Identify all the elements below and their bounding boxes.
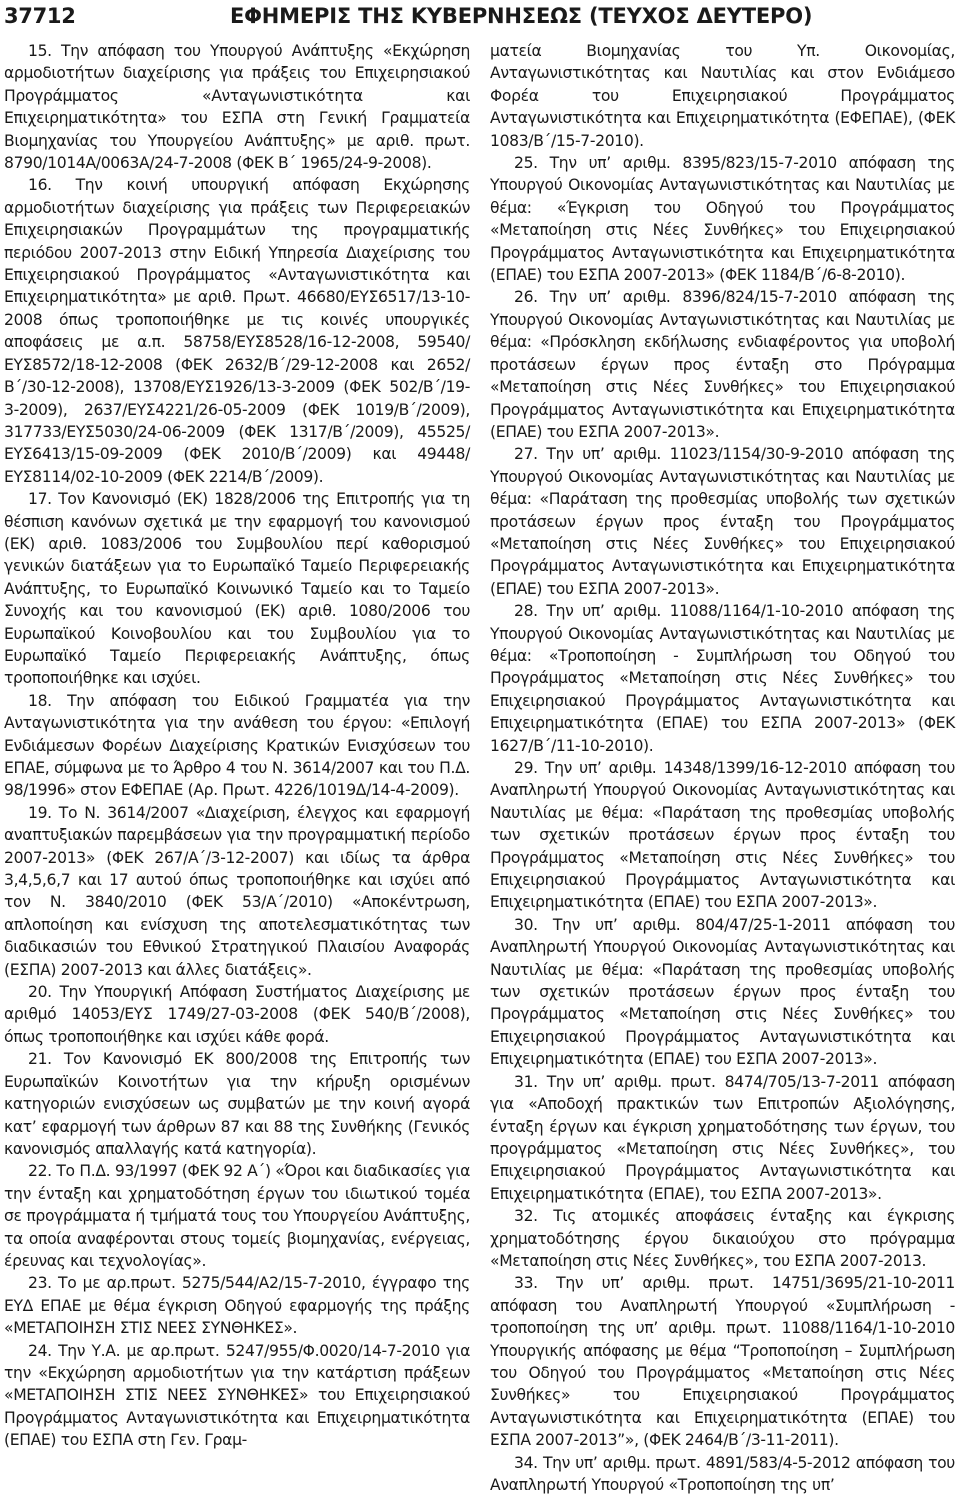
page-number: 37712 bbox=[4, 4, 76, 28]
left-column bbox=[4, 40, 470, 1452]
paragraph: 22. Το Π.Δ. 93/1997 (ΦΕΚ 92 Α΄) «Όροι και διαδικασίες για την ένταξη και χρηματοδότηση έργων του ιδιωτικού τομέα σε προγράμματα ή τμήματά τους του Υπουργείου Ανάπτυξης, τα οποία αναφέρονται στους τομείς βιομηχανίας, ενέργειας, έρευνας και τεχνολογίας». bbox=[4, 1162, 470, 1270]
paragraph: 30. Την υπ’ αριθμ. 804/47/25-1-2011 απόφαση του Αναπληρωτή Υπουργού Οικονομίας Ανταγωνιστικότητας και Ναυτιλίας με θέμα: «Παράταση της προθεσμίας υποβολής των σχετικών προτάσεων έργων προς ένταξη του Προγράμματος «Μεταποίηση στις Νέες Συνθήκες» του Επιχειρησιακού Προγράμματος Ανταγωνιστικότητα και Επιχειρηματικότητα (ΕΠΑΕ) του ΕΣΠΑ 2007-2013». bbox=[490, 915, 955, 1069]
paragraph: 34. Την υπ’ αριθμ. πρωτ. 4891/583/4-5-2012 απόφαση του Αναπληρωτή Υπουργού «Τροποποίηση της υπ’ bbox=[490, 1453, 955, 1494]
paragraph: 28. Την υπ’ αριθμ. 11088/1164/1-10-2010 απόφαση της Υπουργού Οικονομίας Ανταγωνιστικότητας και Ναυτιλίας με θέμα: «Τροποποίηση - Συμπλήρωση του Οδηγού του Προγράμματος «Μεταποίηση στις Νέες Συνθήκες» του Επιχειρησιακού Προγράμματος Ανταγωνιστικότητα και Επιχειρηματικότητα (ΕΠΑΕ) του ΕΣΠΑ 2007-2013» (ΦΕΚ 1627/Β΄/11-10-2010). bbox=[490, 602, 955, 755]
paragraph: 27. Την υπ’ αριθμ. 11023/1154/30-9-2010 απόφαση της Υπουργού Οικονομίας Ανταγωνιστικότητας και Ναυτιλίας με θέμα: «Παράταση της προθεσμίας υποβολής των σχετικών προτάσεων έργων προς ένταξη του Προγράμματος «Μεταποίηση στις Νέες Συνθήκες» του Επιχειρησιακού Προγράμματος Ανταγωνιστικότητα και Επιχειρηματικότητα (ΕΠΑΕ) του ΕΣΠΑ 2007-2013». bbox=[490, 445, 955, 598]
paragraph: 29. Την υπ’ αριθμ. 14348/1399/16-12-2010 απόφαση του Αναπληρωτή Υπουργού Οικονομίας Ανταγωνιστικότητας και Ναυτιλίας με θέμα: «Παράταση της προθεσμίας υποβολής των σχετικών προτάσεων έργων προς ένταξη του Προγράμματος «Μεταποίηση στις Νέες Συνθήκες» του Επιχειρησιακού Προγράμματος Ανταγωνιστικότητα και Επιχειρηματικότητα (ΕΠΑΕ) του ΕΣΠΑ 2007-2013». bbox=[490, 759, 955, 912]
right-column bbox=[490, 40, 955, 1496]
page-header bbox=[0, 0, 960, 34]
paragraph-continuation: ματεία Βιομηχανίας του Υπ. Οικονομίας, Ανταγωνιστικότητας και Ναυτιλίας και στον Ενδιάμεσο Φορέα του Επιχειρησιακού Προγράμματος Ανταγωνιστικότητα και Επιχειρηματικότητα (ΕΦΕΠΑΕ), (ΦΕΚ 1083/Β΄/15-7-2010). bbox=[490, 42, 955, 150]
paragraph: 24. Την Υ.Α. με αρ.πρωτ. 5247/955/Φ.0020/14-7-2010 για την «Εκχώρηση αρμοδιοτήτων για την κατάρτιση πράξεων «ΜΕΤΑΠΟΙΗΣΗ ΣΤΙΣ ΝΕΕΣ ΣΥΝΘΗΚΕΣ» του Επιχειρησιακού Προγράμματος Ανταγωνιστικότητα και Επιχειρηματικότητα (ΕΠΑΕ) του ΕΣΠΑ στη Γεν. Γραμ- bbox=[4, 1341, 470, 1450]
paragraph: 17. Τον Κανονισμό (ΕΚ) 1828/2006 της Επιτροπής για τη θέσπιση κανόνων σχετικά με την εφαρμογή του κανονισμού (ΕΚ) αριθ. 1083/2006 του Συμβουλίου περί καθορισμού γενικών διατάξεων για το Ευρωπαϊκό Ταμείο Περιφερειακής Ανάπτυξης, το Ευρωπαϊκό Κοινωνικό Ταμείο και το Ταμείο Συνοχής και του κανονισμού (ΕΚ) αριθ. 1080/2006 του Ευρωπαϊκού Κοινοβουλίου και του Συμβουλίου για το Ευρωπαϊκό Ταμείο Περιφερειακής Ανάπτυξης, όπως τροποποιήθηκε και ισχύει. bbox=[4, 490, 470, 688]
paragraph: 16. Την κοινή υπουργική απόφαση Εκχώρησης αρμοδιοτήτων διαχείρισης για πράξεις των Περιφερειακών Επιχειρησιακών Προγραμμάτων της προγραμματικής περιόδου 2007-2013 στην Ειδική Υπηρεσία Διαχείρισης του Επιχειρησιακού Προγράμματος «Ανταγωνιστικότητα και Επιχειρηματικότητα» με αριθ. Πρωτ. 46680/ΕΥΣ6517/13-10-2008 όπως τροποποιήθηκε με τις κοινές υπουργικές αποφάσεις με α.π. 58758/ΕΥΣ8528/16-12-2008, 59540/ΕΥΣ8572/18-12-2008 (ΦΕΚ 2632/Β΄/29-12-2008 και 2652/Β΄/30-12-2008), 13708/ΕΥΣ1926/13-3-2009 (ΦΕΚ 502/Β΄/19-3-2009), 2637/ΕΥΣ4221/26-05-2009 (ΦΕΚ 1019/Β΄/2009), 317733/ΕΥΣ5030/24-06-2009 (ΦΕΚ 1317/Β΄/2009), 45525/ΕΥΣ6413/15-09-2009 (ΦΕΚ 2010/Β΄/2009) και 49448/ΕΥΣ8114/02-10-2009 (ΦΕΚ 2214/Β΄/2009). bbox=[4, 176, 470, 486]
paragraph: 18. Την απόφαση του Ειδικού Γραμματέα για την Ανταγωνιστικότητα για την ανάθεση του έργου: «Επιλογή Ενδιάμεσων Φορέων Διαχείρισης Κρατικών Ενισχύσεων του ΕΠΑΕ, σύμφωνα με το Άρθρο 4 του Ν. 3614/2007 και του Π.Δ. 98/1996» στον ΕΦΕΠΑΕ (Αρ. Πρωτ. 4226/1019Δ/14-4-2009). bbox=[4, 691, 470, 800]
paragraph: 19. Το Ν. 3614/2007 «Διαχείριση, έλεγχος και εφαρμογή αναπτυξιακών παρεμβάσεων για την προγραμματική περίοδο 2007-2013» (ΦΕΚ 267/Α΄/3-12-2007) και ιδίως τα άρθρα 3,4,5,6,7 και 17 αυτού όπως τροποποιήθηκε και ισχύει από τον Ν. 3840/2010 (ΦΕΚ 53/Α΄/2010) «Αποκέντρωση, απλοποίηση και ενίσχυση της αποτελεσματικότητας των διαδικασιών του Εθνικού Στρατηγικού Πλαισίου Αναφοράς (ΕΣΠΑ) 2007-2013 και άλλες διατάξεις». bbox=[4, 803, 470, 979]
paragraph: 20. Την Υπουργική Απόφαση Συστήματος Διαχείρισης με αριθμό 14053/ΕΥΣ 1749/27-03-2008 (ΦΕΚ 540/Β΄/2008), όπως τροποποιήθηκε και ισχύει κάθε φορά. bbox=[4, 983, 470, 1046]
paragraph: 33. Την υπ’ αριθμ. πρωτ. 14751/3695/21-10-2011 απόφαση του Αναπληρωτή Υπουργού «Συμπλήρωση - τροποποίηση της υπ’ αριθμ. πρωτ. 11088/1164/1-10-2010 Υπουργικής απόφασης με θέμα “Τροποποίηση – Συμπλήρωση του Οδηγού του Προγράμματος «Μεταποίηση στις Νέες Συνθήκες» του Επιχειρησιακού Προγράμματος Ανταγωνιστικότητα και Επιχειρηματικότητα (ΕΠΑΕ) του ΕΣΠΑ 2007-2013”», (ΦΕΚ 2464/Β΄/3-11-2011). bbox=[490, 1274, 955, 1450]
paragraph: 21. Τον Κανονισμό ΕΚ 800/2008 της Επιτροπής των Ευρωπαϊκών Κοινοτήτων για την κήρυξη ορισμένων κατηγοριών ενισχύσεων ως συμβατών με την κοινή αγορά κατ’ εφαρμογή των άρθρων 87 και 88 της Συνθήκης (Γενικός κανονισμός απαλλαγής κατά κατηγορία). bbox=[4, 1050, 470, 1158]
paragraph: 32. Τις ατομικές αποφάσεις ένταξης και έγκρισης χρηματοδότησης έργου δικαιούχου στο πρόγραμμα «Μεταποίηση στις Νέες Συνθήκες», του ΕΣΠΑ 2007-2013. bbox=[490, 1207, 955, 1270]
paragraph: 23. Το με αρ.πρωτ. 5275/544/Α2/15-7-2010, έγγραφο της ΕΥΔ ΕΠΑΕ με θέμα έγκριση Οδηγού εφαρμογής της πράξης «ΜΕΤΑΠΟΙΗΣΗ ΣΤΙΣ ΝΕΕΣ ΣΥΝΘΗΚΕΣ». bbox=[4, 1274, 470, 1338]
paragraph: 31. Την υπ’ αριθμ. πρωτ. 8474/705/13-7-2011 απόφαση για «Αποδοχή πρακτικών των Επιτροπών Αξιολόγησης, ένταξη έργων και έγκριση χρηματοδότησης των έργων, του προγράμματος «Μεταποίηση στις Νέες Συνθήκες», του Επιχειρησιακού Προγράμματος Ανταγωνιστικότητα και Επιχειρηματικότητα (ΕΠΑΕ), του ΕΣΠΑ 2007-2013». bbox=[490, 1072, 955, 1203]
paragraph: 15. Την απόφαση του Υπουργού Ανάπτυξης «Εκχώρηση αρμοδιοτήτων διαχείρισης για πράξεις του Επιχειρησιακού Προγράμματος «Ανταγωνιστικότητα και Επιχειρηματικότητα» του ΕΣΠΑ στη Γενική Γραμματεία Βιομηχανίας του Υπουργείου Ανάπτυξης» με αριθ. πρωτ. 8790/1014Α/0063Α/24-7-2008 (ΦΕΚ Β΄ 1965/24-9-2008). bbox=[4, 42, 470, 173]
paragraph: 25. Την υπ’ αριθμ. 8395/823/15-7-2010 απόφαση της Υπουργού Οικονομίας Ανταγωνιστικότητας και Ναυτιλίας με θέμα: «Έγκριση του Οδηγού του Προγράμματος «Μεταποίηση στις Νέες Συνθήκες» του Επιχειρησιακού Προγράμματος Ανταγωνιστικότητα και Επιχειρηματικότητα (ΕΠΑΕ) του ΕΣΠΑ 2007-2013» (ΦΕΚ 1184/Β΄/6-8-2010). bbox=[490, 154, 955, 285]
paragraph: 26. Την υπ’ αριθμ. 8396/824/15-7-2010 απόφαση της Υπουργού Οικονομίας Ανταγωνιστικότητας και Ναυτιλίας με θέμα: «Πρόσκληση εκδήλωσης ενδιαφέροντος για υποβολή προτάσεων έργων προς ένταξη στο Πρόγραμμα «Μεταποίηση στις Νέες Συνθήκες» του Επιχειρησιακού Προγράμματος Ανταγωνιστικότητα και Επιχειρηματικότητα (ΕΠΑΕ) του ΕΣΠΑ 2007-2013». bbox=[490, 288, 955, 441]
gazette-title: ΕΦΗΜΕΡΙΣ ΤΗΣ ΚΥΒΕΡΝΗΣΕΩΣ (ΤΕΥΧΟΣ ΔΕΥΤΕΡΟ) bbox=[230, 4, 813, 28]
